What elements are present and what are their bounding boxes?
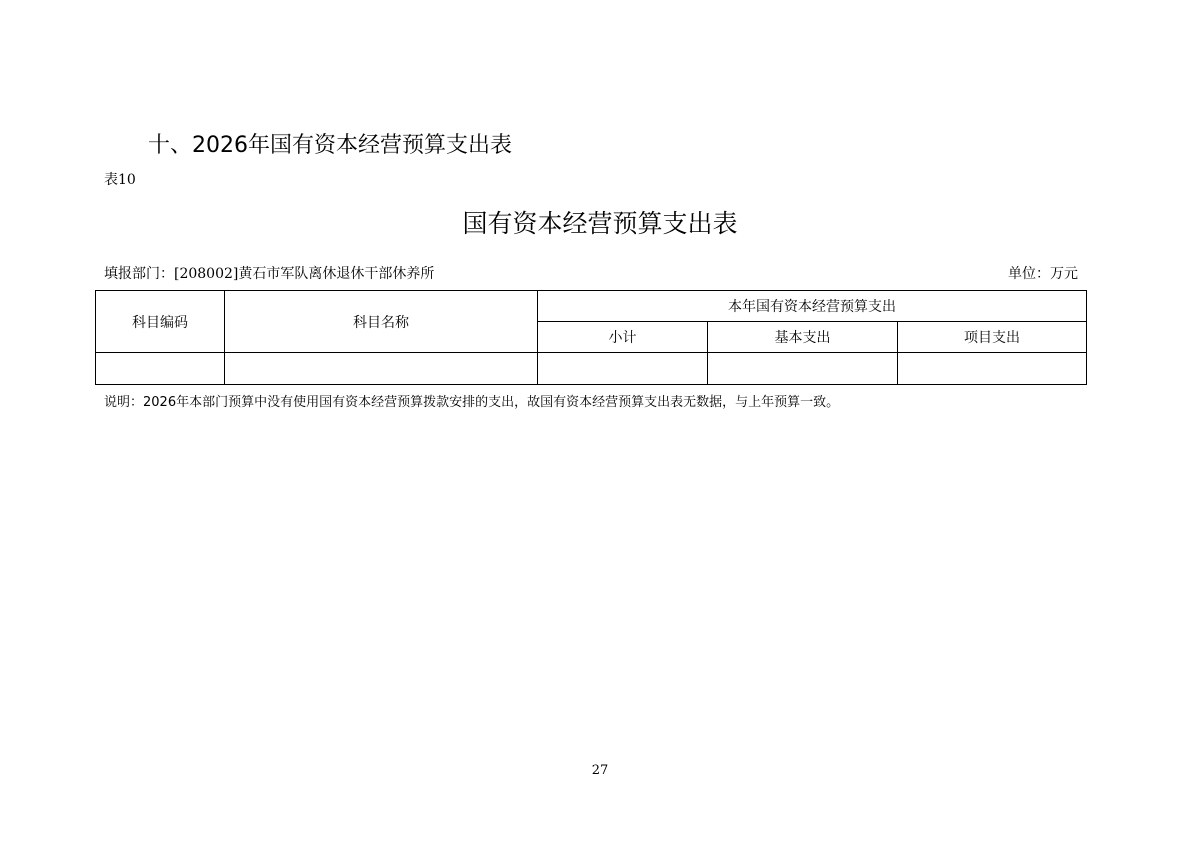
- filling-department: 填报部门：[208002]黄石市军队离休退休干部休养所: [104, 266, 435, 282]
- note: 说明：2026年本部门预算中没有使用国有资本经营预算拨款安排的支出，故国有资本经营预算支出表无数据，与上年预算一致。: [104, 395, 840, 410]
- cell-subject-code: [96, 353, 225, 385]
- cell-subtotal: [538, 353, 708, 385]
- cell-basic: [708, 353, 898, 385]
- cell-subject-name: [225, 353, 538, 385]
- header-basic: 基本支出: [708, 322, 898, 353]
- meta-row: [104, 264, 1078, 284]
- section-heading: 十、2026年国有资本经营预算支出表: [148, 133, 512, 158]
- unit-label: 单位：万元: [1008, 266, 1078, 282]
- page-number: 27: [591, 763, 609, 778]
- header-subject-name: 科目名称: [225, 291, 538, 353]
- cell-project: [898, 353, 1087, 385]
- header-subtotal: 小计: [538, 322, 708, 353]
- page-title: 国有资本经营预算支出表: [462, 209, 738, 238]
- budget-table: [95, 290, 1087, 385]
- header-group: 本年国有资本经营预算支出: [538, 291, 1087, 322]
- table-number: 表10: [104, 172, 136, 188]
- header-project: 项目支出: [898, 322, 1087, 353]
- header-subject-code: 科目编码: [96, 291, 225, 353]
- table-row: [96, 353, 1087, 385]
